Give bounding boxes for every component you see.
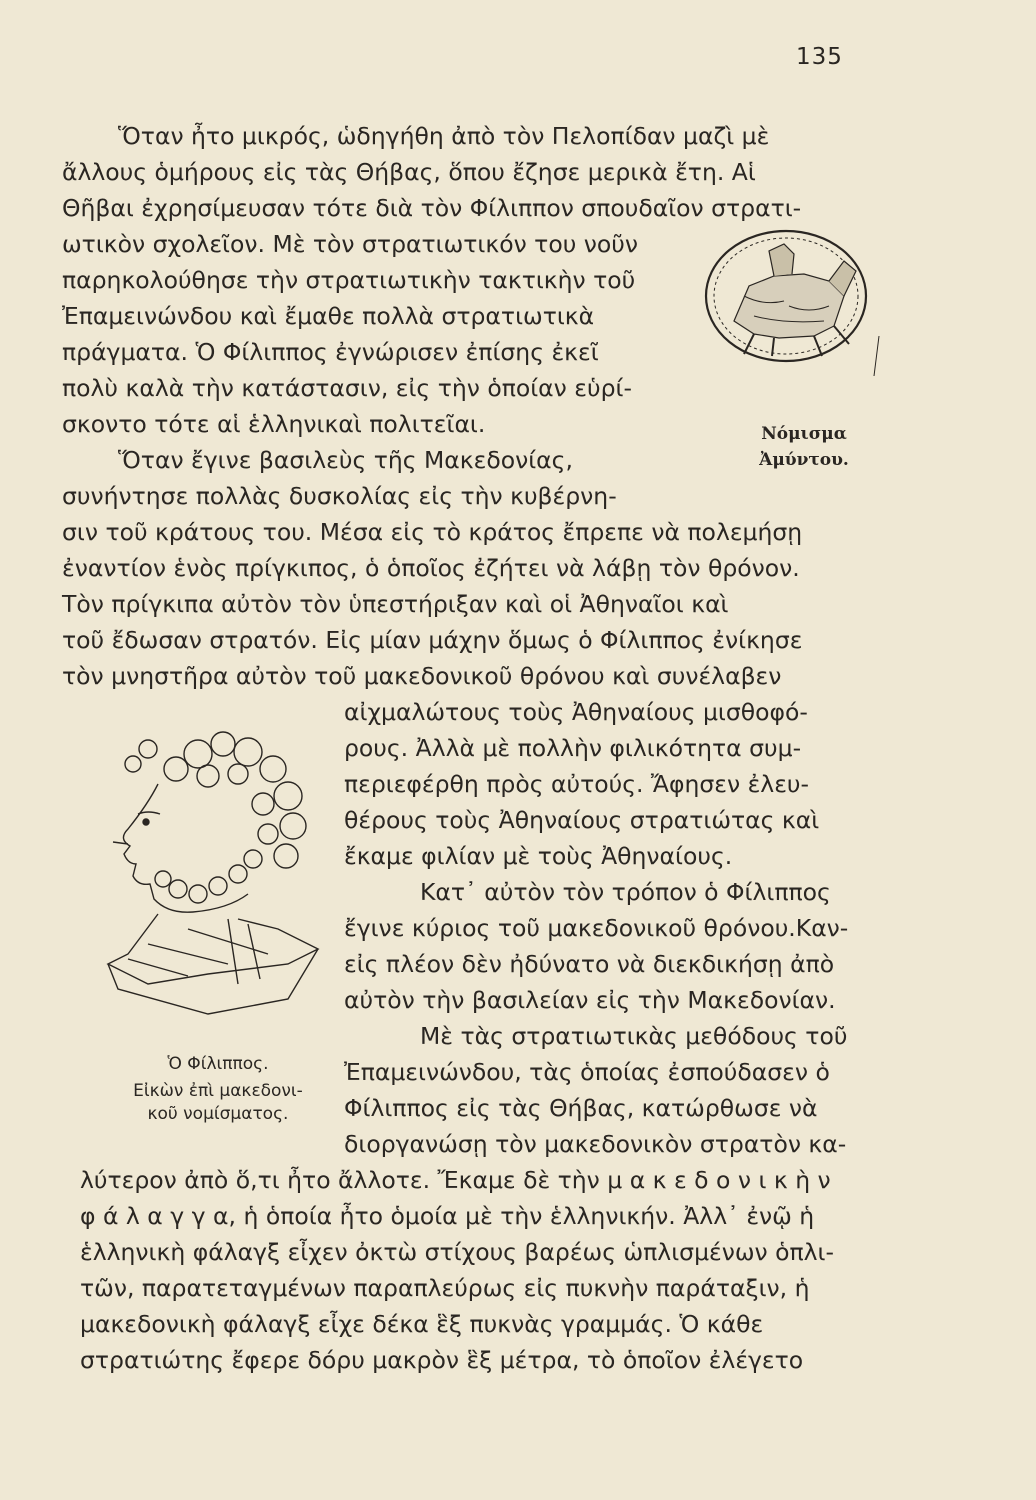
text-line: αὐτὸν τὴν βασιλείαν εἰς τὴν Μακεδονίαν. [344,986,836,1014]
text-line: Ὅταν ἦτο μικρός, ὡδηγήθη ἀπὸ τὸν Πελοπίδαν μαζὶ μὲ [118,122,770,150]
text-line: Μὲ τὰς στρατιωτικὰς μεθόδους τοῦ [420,1022,848,1050]
text-line: Θῆβαι ἐχρησίμευσαν τότε διὰ τὸν Φίλιππον σπουδαῖον στρατι- [62,194,802,222]
text-line: εἰς πλέον δὲν ἠδύνατο νὰ διεκδικήσῃ ἀπὸ [344,950,835,978]
text-line: ἑλληνικὴ φάλαγξ εἶχεν ὀκτὼ στίχους βαρέως ὡπλισμένων ὁπλι- [80,1238,834,1266]
coin-illustration [694,226,884,376]
text-line: ρους. Ἀλλὰ μὲ πολλὴν φιλικότητα συμ- [344,734,802,762]
text-line: λύτερον ἀπὸ ὅ,τι ἦτο ἄλλοτε. Ἔκαμε δὲ τὴν μ α κ ε δ ο ν ι κ ὴ ν [80,1166,831,1194]
text-line: Ὅταν ἔγινε βασιλεὺς τῆς Μακεδονίας, [118,446,573,474]
text-line: σιν τοῦ κράτους του. Μέσα εἰς τὸ κράτος ἔπρεπε νὰ πολεμήσῃ [62,518,803,546]
portrait-illustration [88,714,328,1034]
text-line: Ἐπαμεινώνδου καὶ ἔμαθε πολλὰ στρατιωτικὰ [62,302,595,330]
text-line: διοργανώσῃ τὸν μακεδονικὸν στρατὸν κα- [344,1130,847,1158]
text-line: συνήντησε πολλὰς δυσκολίας εἰς τὴν κυβέρνη- [62,482,617,510]
text-line: φ ά λ α γ γ α, ἡ ὁποία ἦτο ὁμοία μὲ τὴν ἑλληνικήν. Ἀλλ᾽ ἐνῷ ἡ [80,1202,815,1230]
portrait-caption-line2: Εἰκὼν ἐπὶ μακεδονι- [133,1081,303,1101]
text-line: ἐναντίον ἑνὸς πρίγκιπος, ὁ ὁποῖος ἐζήτει νὰ λάβῃ τὸν θρόνον. [62,554,800,582]
text-line: αἰχμαλώτους τοὺς Ἀθηναίους μισθοφό- [344,698,808,726]
text-line: Ἐπαμεινώνδου, τὰς ὁποίας ἐσπούδασεν ὁ [344,1058,830,1086]
text-line: Τὸν πρίγκιπα αὐτὸν τὸν ὑπεστήριξαν καὶ οἱ Ἀθηναῖοι καὶ [62,590,729,618]
text-line: Φίλιππος εἰς τὰς Θήβας, κατώρθωσε νὰ [344,1094,818,1122]
coin-caption-line2: Ἀμύντου. [759,450,849,470]
text-line: τοῦ ἔδωσαν στρατόν. Εἰς μίαν μάχην ὅμως ὁ Φίλιππος ἐνίκησε [62,626,803,654]
portrait-caption-line3: κοῦ νομίσματος. [147,1104,289,1124]
text-line: παρηκολούθησε τὴν στρατιωτικὴν τακτικὴν τοῦ [62,266,636,294]
text-line: ἄλλους ὁμήρους εἰς τὰς Θήβας, ὅπου ἔζησε μερικὰ ἔτη. Αἱ [62,158,756,186]
text-line: πολὺ καλὰ τὴν κατάστασιν, εἰς τὴν ὁποίαν εὑρί- [62,374,632,402]
coin-caption-line1: Νόμισμα [761,424,847,444]
portrait-caption-line1: Ὁ Φίλιππος. [167,1054,269,1074]
text-line: τῶν, παρατεταγμένων παραπλεύρως εἰς πυκνὴν παράταξιν, ἡ [80,1274,810,1302]
text-line: σκοντο τότε αἱ ἑλληνικαὶ πολιτεῖαι. [62,410,486,438]
text-line: ἔκαμε φιλίαν μὲ τοὺς Ἀθηναίους. [344,842,733,870]
page-number: 135 [796,44,843,70]
text-line: στρατιώτης ἔφερε δόρυ μακρὸν ἓξ μέτρα, τὸ ὁποῖον ἐλέγετο [80,1346,804,1374]
text-line: περιεφέρθη πρὸς αὐτούς. Ἄφησεν ἐλευ- [344,770,809,798]
text-line: ἔγινε κύριος τοῦ μακεδονικοῦ θρόνου.Καν- [344,914,849,942]
text-line: τὸν μνηστῆρα αὐτὸν τοῦ μακεδονικοῦ θρόνου καὶ συνέλαβεν [62,662,782,690]
text-line: θέρους τοὺς Ἀθηναίους στρατιώτας καὶ [344,806,820,834]
text-line: Κατ᾽ αὐτὸν τὸν τρόπον ὁ Φίλιππος [420,878,831,906]
text-line: μακεδονικὴ φάλαγξ εἶχε δέκα ἓξ πυκνὰς γραμμάς. Ὁ κάθε [80,1310,764,1338]
text-line: πράγματα. Ὁ Φίλιππος ἐγνώρισεν ἐπίσης ἐκεῖ [62,338,599,366]
text-line: ωτικὸν σχολεῖον. Μὲ τὸν στρατιωτικόν του νοῦν [62,230,639,258]
